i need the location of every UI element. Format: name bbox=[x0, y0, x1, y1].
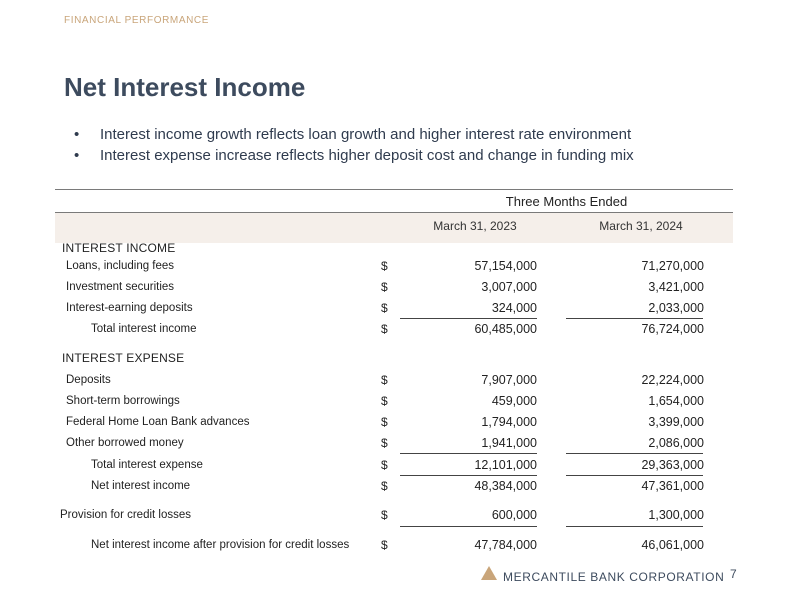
value-2024: 2,086,000 bbox=[648, 436, 704, 450]
currency-sign: $ bbox=[381, 322, 388, 336]
currency-sign: $ bbox=[381, 373, 388, 387]
value-2024: 29,363,000 bbox=[641, 458, 704, 472]
subtotal-rule bbox=[566, 475, 703, 476]
bullet-text: Interest income growth reflects loan growth and higher interest rate environment bbox=[100, 126, 632, 143]
value-2024: 22,224,000 bbox=[641, 373, 704, 387]
currency-sign: $ bbox=[381, 479, 388, 493]
table-row bbox=[0, 506, 800, 526]
currency-sign: $ bbox=[381, 508, 388, 522]
total-row bbox=[0, 456, 800, 476]
total-row bbox=[0, 320, 800, 340]
group-header: Three Months Ended bbox=[505, 194, 628, 209]
row-label: Total interest income bbox=[91, 323, 197, 335]
bullet-symbol: • bbox=[74, 126, 80, 143]
value-2023: 324,000 bbox=[491, 301, 537, 315]
page-number: 7 bbox=[730, 567, 737, 581]
subtotal-rule bbox=[400, 318, 537, 319]
currency-sign: $ bbox=[381, 259, 388, 273]
bullet-symbol: • bbox=[74, 147, 80, 164]
subtotal-rule bbox=[566, 318, 703, 319]
row-label: Net interest income bbox=[91, 480, 191, 492]
value-2024: 3,421,000 bbox=[648, 280, 704, 294]
currency-sign: $ bbox=[381, 280, 388, 294]
table-row bbox=[0, 299, 800, 319]
currency-sign: $ bbox=[381, 458, 388, 472]
value-2024: 3,399,000 bbox=[648, 415, 704, 429]
row-label: Short-term borrowings bbox=[66, 395, 180, 407]
section-interest-expense: INTEREST EXPENSE bbox=[62, 351, 185, 365]
bullet-item bbox=[74, 124, 634, 145]
row-label: Interest-earning deposits bbox=[66, 302, 193, 314]
subtotal-rule bbox=[400, 526, 537, 527]
subtotal-rule bbox=[400, 475, 537, 476]
value-2024: 71,270,000 bbox=[641, 259, 704, 273]
section-interest-income: INTEREST INCOME bbox=[62, 241, 176, 255]
total-row bbox=[0, 536, 800, 556]
value-2023: 7,907,000 bbox=[481, 373, 537, 387]
currency-sign: $ bbox=[381, 301, 388, 315]
section-label: FINANCIAL PERFORMANCE bbox=[64, 15, 210, 26]
bullet-item bbox=[74, 145, 634, 166]
table-row bbox=[0, 371, 800, 391]
table-row bbox=[0, 257, 800, 277]
value-2023: 48,384,000 bbox=[474, 479, 537, 493]
row-label: Loans, including fees bbox=[66, 260, 175, 272]
value-2023: 60,485,000 bbox=[474, 322, 537, 336]
value-2024: 76,724,000 bbox=[641, 322, 704, 336]
row-label: Net interest income after provision for credit losses bbox=[91, 539, 350, 551]
value-2024: 47,361,000 bbox=[641, 479, 704, 493]
row-label: Investment securities bbox=[66, 281, 175, 293]
bullet-text: Interest expense increase reflects higher deposit cost and change in funding mix bbox=[100, 147, 634, 164]
subtotal-rule bbox=[566, 453, 703, 454]
value-2023: 1,941,000 bbox=[481, 436, 537, 450]
row-label: Provision for credit losses bbox=[60, 509, 192, 521]
value-2023: 12,101,000 bbox=[474, 458, 537, 472]
value-2024: 1,654,000 bbox=[648, 394, 704, 408]
company-name: MERCANTILE BANK CORPORATION bbox=[503, 570, 725, 584]
currency-sign: $ bbox=[381, 394, 388, 408]
value-2023: 1,794,000 bbox=[481, 415, 537, 429]
value-2023: 600,000 bbox=[491, 508, 537, 522]
subtotal-rule bbox=[400, 453, 537, 454]
column-header-2024: March 31, 2024 bbox=[599, 219, 683, 233]
subtotal-rule bbox=[566, 526, 703, 527]
value-2023: 47,784,000 bbox=[474, 538, 537, 552]
company-logo-icon bbox=[480, 565, 498, 581]
table-top-rule bbox=[55, 189, 733, 190]
value-2023: 3,007,000 bbox=[481, 280, 537, 294]
value-2024: 2,033,000 bbox=[648, 301, 704, 315]
value-2024: 46,061,000 bbox=[641, 538, 704, 552]
table-row bbox=[0, 413, 800, 433]
page-title: Net Interest Income bbox=[64, 72, 306, 102]
table-row bbox=[0, 278, 800, 298]
row-label: Total interest expense bbox=[91, 459, 203, 471]
currency-sign: $ bbox=[381, 436, 388, 450]
row-label: Deposits bbox=[66, 374, 111, 386]
value-2024: 1,300,000 bbox=[648, 508, 704, 522]
bullet-list bbox=[74, 124, 634, 166]
row-label: Federal Home Loan Bank advances bbox=[66, 416, 250, 428]
total-row bbox=[0, 477, 800, 497]
currency-sign: $ bbox=[381, 415, 388, 429]
value-2023: 57,154,000 bbox=[474, 259, 537, 273]
column-header-2023: March 31, 2023 bbox=[433, 219, 517, 233]
currency-sign: $ bbox=[381, 538, 388, 552]
table-row bbox=[0, 434, 800, 454]
table-row bbox=[0, 392, 800, 412]
value-2023: 459,000 bbox=[491, 394, 537, 408]
row-label: Other borrowed money bbox=[66, 437, 184, 449]
